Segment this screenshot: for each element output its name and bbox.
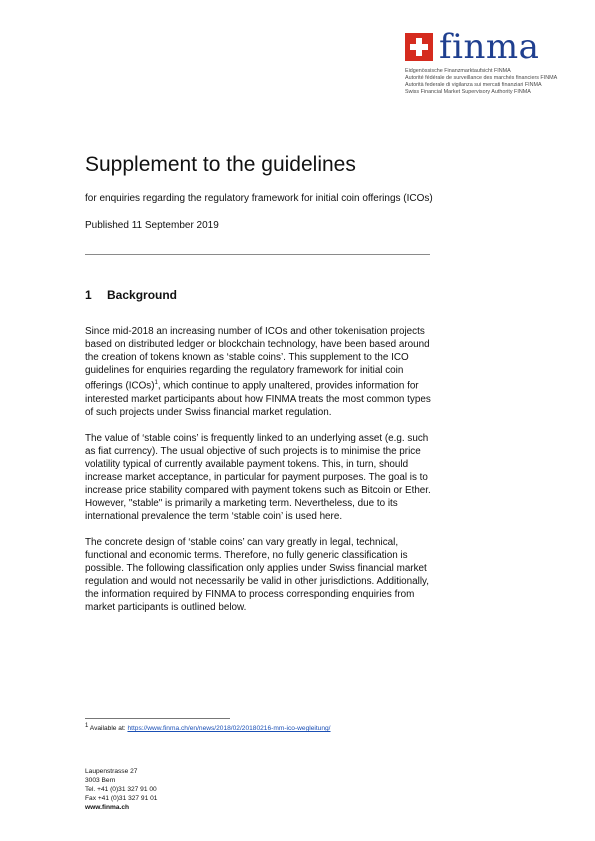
section-heading <box>85 288 177 302</box>
footnote-link[interactable]: https://www.finma.ch/en/news/2018/02/20180216-mm-ico-wegleitung/ <box>127 725 331 733</box>
website-link[interactable]: www.finma.ch <box>85 804 130 811</box>
address-tel: Tel. +41 (0)31 327 91 00 <box>85 786 157 793</box>
paragraph-2: The value of ‘stable coins’ is frequently linked to an underlying asset (e.g. such as fiat currency). The usual objective of such projects is to minimise the price volatility typical of currently available payment tokens. This, in turn, should increase market acceptance, in particular for payment purposes. The goal is to increase price stability compared with payment tokens such as Bitcoin or Ether. However, "stable" is primarily a marketing term. Nevertheless, due to its international prevalence the term ‘stable coin’ is used here. <box>85 432 431 522</box>
section-title: Background <box>107 288 178 302</box>
logo-row <box>405 27 565 67</box>
address-street: Laupenstrasse 27 <box>85 768 138 775</box>
authority-line-fr: Autorité fédérale de surveillance des marchés financiers FINMA <box>405 75 558 81</box>
brand-wordmark: finma <box>439 27 540 67</box>
paragraph-1-text-cont: , which continue to apply unaltered, provides information for interested market participants about how FINMA treats the most common types of such projects under Swiss financial market regulation. <box>85 380 431 418</box>
paragraph-3: The concrete design of ‘stable coins’ can vary greatly in legal, technical, functional and economic terms. Therefore, no fully generic classification is possible. The following classification only applies under Swiss financial market regulation and would not necessarily be valid in other jurisdictions. Additionally, the information required by FINMA to process corresponding enquiries from market participants is outlined below. <box>85 536 429 614</box>
publication-date: Published 11 September 2019 <box>85 220 219 231</box>
authority-line-it: Autorità federale di vigilanza sui mercati finanziari FINMA <box>405 82 542 88</box>
footnote-marker: 1 <box>85 723 89 729</box>
document-subtitle: for enquiries regarding the regulatory framework for initial coin offerings (ICOs) <box>85 193 433 204</box>
paragraph-1-text: Since mid-2018 an increasing number of ICOs and other tokenisation projects based on distributed ledger or blockchain technology, have been based around the creation of tokens known as ‘stable coins’. This supplement to the ICO guidelines for enquiries regarding the regulatory framework for initial coin offerings (ICOs) <box>85 326 430 392</box>
footnote-prefix: Available at: <box>88 725 128 733</box>
authority-line-en: Swiss Financial Market Supervisory Authority FINMA <box>405 89 531 95</box>
footnote-reference[interactable]: 1 <box>154 380 158 387</box>
footnote <box>85 723 331 732</box>
title-divider <box>85 254 430 255</box>
swiss-flag-icon <box>405 33 433 61</box>
section-body <box>85 325 435 627</box>
address-block <box>85 767 157 812</box>
section-number: 1 <box>85 288 92 302</box>
finma-logo <box>405 27 565 96</box>
document-title: Supplement to the guidelines <box>85 153 356 176</box>
authority-line-de: Eidgenössische Finanzmarktaufsicht FINMA <box>405 68 511 74</box>
authority-names <box>405 68 565 96</box>
paragraph-1 <box>85 325 435 419</box>
address-city: 3003 Bern <box>85 777 116 784</box>
footnote-divider <box>85 718 230 719</box>
address-fax: Fax +41 (0)31 327 91 01 <box>85 795 158 802</box>
